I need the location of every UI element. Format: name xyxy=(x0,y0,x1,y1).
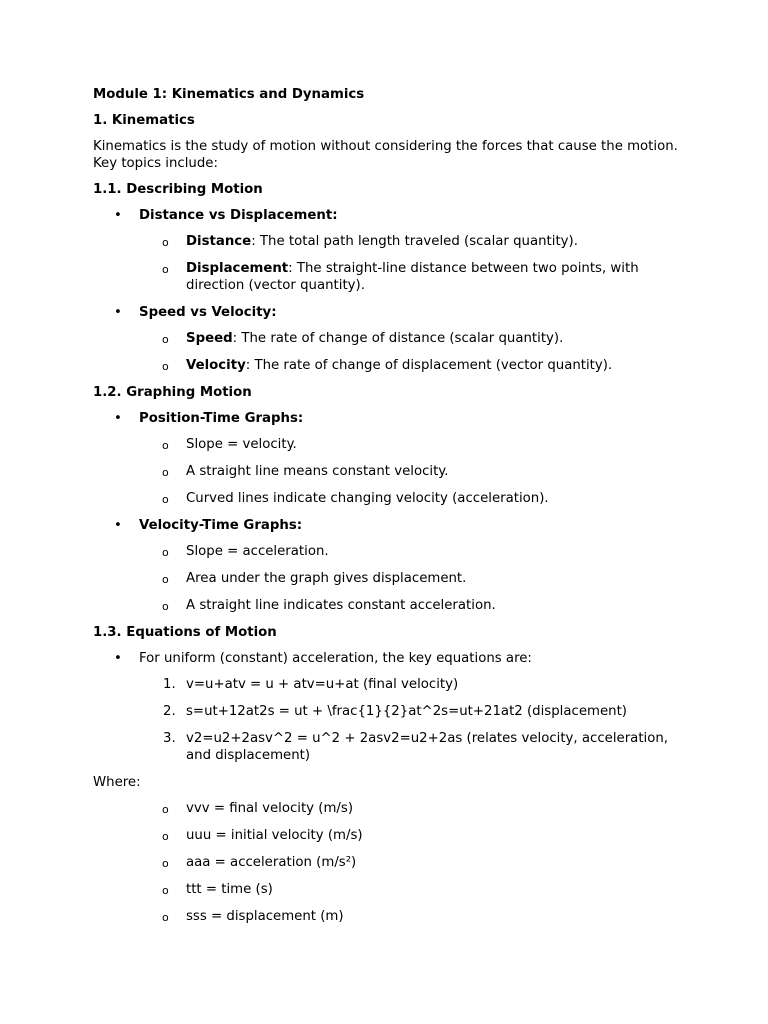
bullet-marker: • xyxy=(114,305,122,320)
intro-paragraph: Kinematics is the study of motion without considering the forces that cause the motion. Key topics include: xyxy=(93,139,678,171)
bullet-text: For uniform (constant) acceleration, the key equations are: xyxy=(139,651,532,666)
term: Velocity xyxy=(186,358,246,373)
variable-definition: aaa = acceleration (m/s²) xyxy=(186,855,357,870)
definition: : The rate of change of distance (scalar quantity). xyxy=(232,331,564,346)
sub-bullet-item xyxy=(93,543,683,560)
sub-bullet-item xyxy=(93,463,683,480)
equation-text: s=ut+12at2s = ut + \frac{1}{2}at^2s=ut+21at2 (displacement) xyxy=(186,704,627,719)
sub-bullet-marker: o xyxy=(162,600,169,613)
term: Speed xyxy=(186,331,233,346)
subsection-heading-equations-of-motion: 1.3. Equations of Motion xyxy=(93,625,277,640)
numbered-item xyxy=(93,730,683,764)
bullet-item xyxy=(93,650,683,667)
sub-bullet-item xyxy=(93,490,683,507)
definition: : The straight-line distance between two points, with direction (vector quantity). xyxy=(186,261,639,293)
sub-bullet-marker: o xyxy=(162,830,169,843)
sub-bullet-marker: o xyxy=(162,911,169,924)
bullet-label: Distance vs Displacement: xyxy=(139,208,338,223)
numbered-item xyxy=(93,703,683,720)
bullet-item xyxy=(93,304,683,321)
sub-bullet-marker: o xyxy=(162,493,169,506)
where-label: Where: xyxy=(93,775,141,790)
sub-bullet-item xyxy=(93,233,683,250)
item-text: A straight line means constant velocity. xyxy=(186,464,449,479)
bullet-item xyxy=(93,207,683,224)
section-heading-kinematics: 1. Kinematics xyxy=(93,113,195,128)
variable-definition: sss = displacement (m) xyxy=(186,909,344,924)
term: Distance xyxy=(186,234,252,249)
sub-bullet-item xyxy=(93,881,683,898)
number-marker: 2. xyxy=(163,704,176,719)
sub-bullet-item xyxy=(93,570,683,587)
item-text: Curved lines indicate changing velocity (acceleration). xyxy=(186,491,549,506)
term: Displacement xyxy=(186,261,289,276)
equation-text: v2=u2+2asv^2 = u^2 + 2asv2=u2+2as (relates velocity, acceleration, and displacement) xyxy=(186,731,669,763)
document-page xyxy=(93,86,683,935)
module-title: Module 1: Kinematics and Dynamics xyxy=(93,87,365,102)
bullet-marker: • xyxy=(114,651,122,666)
bullet-label: Velocity-Time Graphs: xyxy=(139,518,303,533)
sub-bullet-marker: o xyxy=(162,573,169,586)
subsection-heading-describing-motion: 1.1. Describing Motion xyxy=(93,182,263,197)
variable-definition: uuu = initial velocity (m/s) xyxy=(186,828,363,843)
bullet-marker: • xyxy=(114,518,122,533)
subsection-heading-graphing-motion: 1.2. Graphing Motion xyxy=(93,385,252,400)
bullet-label: Position-Time Graphs: xyxy=(139,411,304,426)
item-text: Area under the graph gives displacement. xyxy=(186,571,467,586)
definition: : The rate of change of displacement (vector quantity). xyxy=(245,358,613,373)
item-text: Slope = velocity. xyxy=(186,437,297,452)
number-marker: 1. xyxy=(163,677,176,692)
variable-definition: vvv = final velocity (m/s) xyxy=(186,801,354,816)
sub-bullet-item xyxy=(93,436,683,453)
sub-bullet-marker: o xyxy=(162,884,169,897)
sub-bullet-item xyxy=(93,800,683,817)
sub-bullet-marker: o xyxy=(162,439,169,452)
sub-bullet-item xyxy=(93,330,683,347)
equation-text: v=u+atv = u + atv=u+at (final velocity) xyxy=(186,677,459,692)
definition: : The total path length traveled (scalar quantity). xyxy=(251,234,578,249)
sub-bullet-marker: o xyxy=(162,466,169,479)
sub-bullet-marker: o xyxy=(162,263,169,276)
bullet-marker: • xyxy=(114,208,122,223)
sub-bullet-marker: o xyxy=(162,803,169,816)
sub-bullet-marker: o xyxy=(162,333,169,346)
sub-bullet-item xyxy=(93,597,683,614)
sub-bullet-item xyxy=(93,827,683,844)
bullet-marker: • xyxy=(114,411,122,426)
sub-bullet-item xyxy=(93,854,683,871)
bullet-label: Speed vs Velocity: xyxy=(139,305,277,320)
sub-bullet-marker: o xyxy=(162,857,169,870)
bullet-item xyxy=(93,410,683,427)
variable-definition: ttt = time (s) xyxy=(186,882,273,897)
number-marker: 3. xyxy=(163,731,176,746)
item-text: Slope = acceleration. xyxy=(186,544,329,559)
sub-bullet-item xyxy=(93,357,683,374)
bullet-item xyxy=(93,517,683,534)
sub-bullet-item xyxy=(93,260,683,294)
sub-bullet-marker: o xyxy=(162,360,169,373)
numbered-item xyxy=(93,676,683,693)
sub-bullet-item xyxy=(93,908,683,925)
sub-bullet-marker: o xyxy=(162,546,169,559)
sub-bullet-marker: o xyxy=(162,236,169,249)
item-text: A straight line indicates constant acceleration. xyxy=(186,598,496,613)
